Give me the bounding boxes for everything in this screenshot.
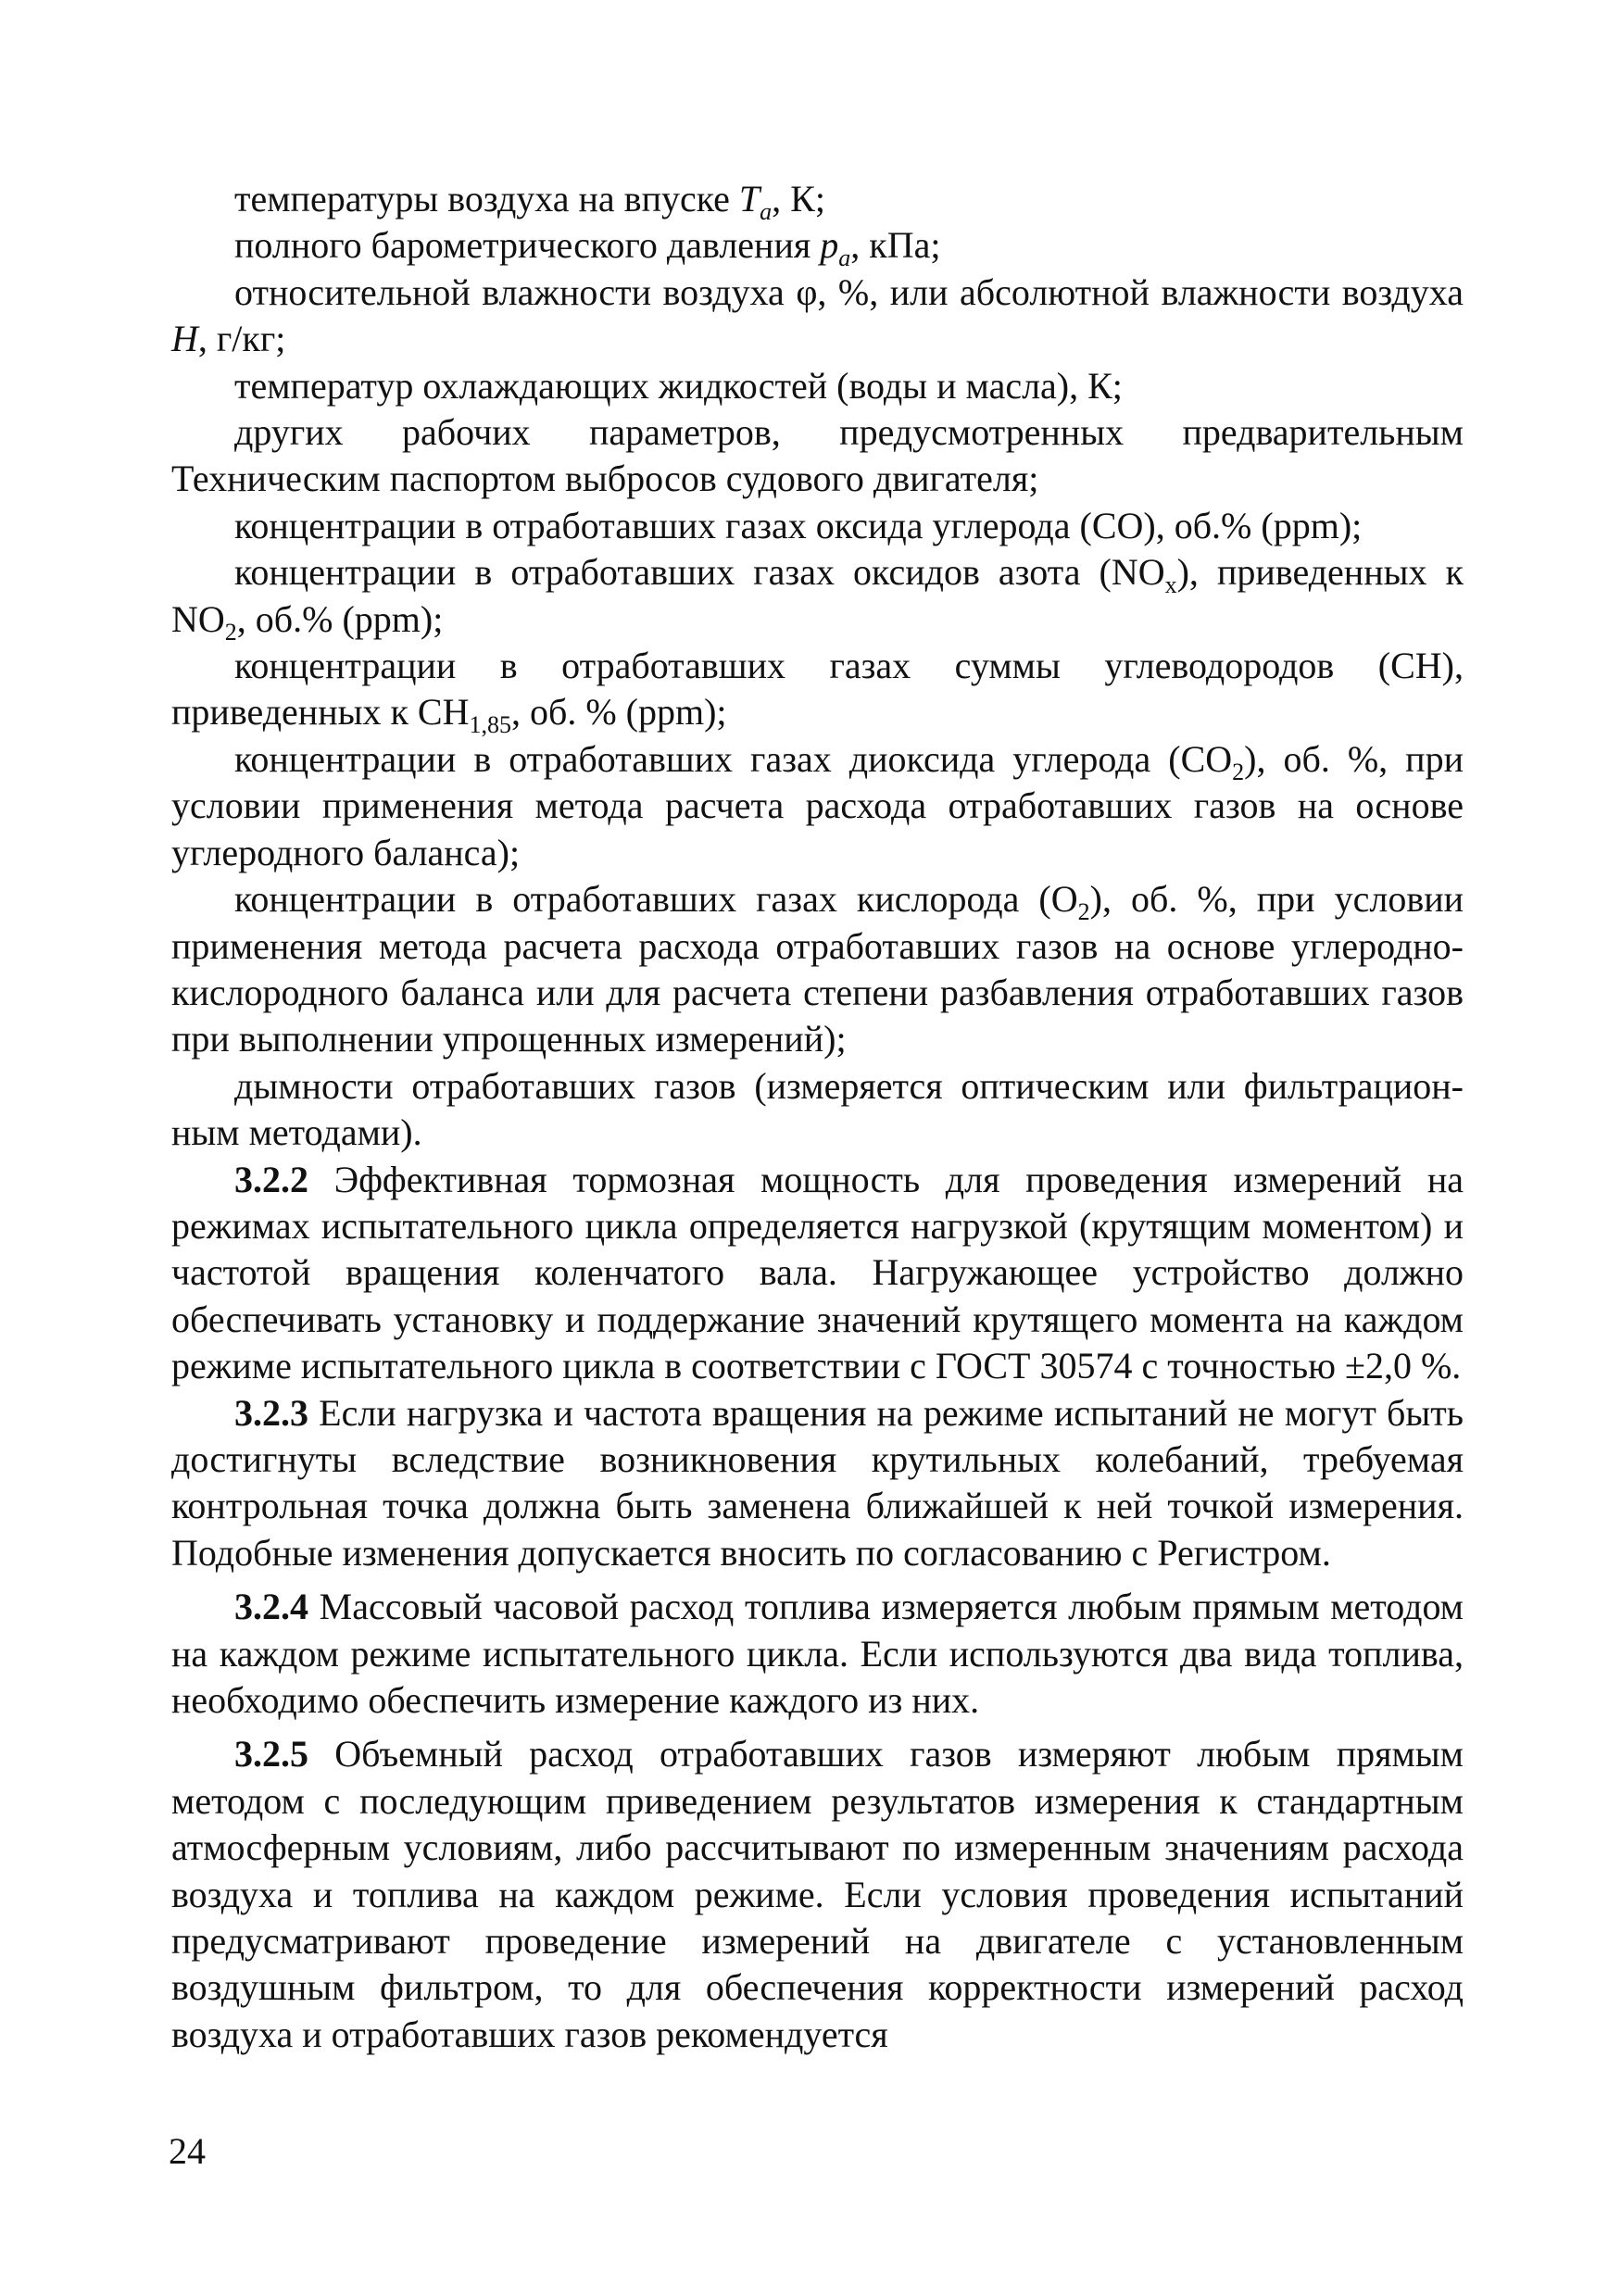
list-item: дымности отработавших газов (измеряется оптическим или фильтрацион-ным методами). xyxy=(171,1064,1464,1154)
list-item: концентрации в отработавших газах диоксида углерода $(CO_2)$, об. %, при условии применения метода расчета расхода отработавших газов на основе углеродного баланса); xyxy=(171,737,1464,873)
list-item: температур охлаждающих жидкостей (воды и масла), К; xyxy=(234,364,1123,407)
section-number: 3.2.3 xyxy=(234,1391,308,1434)
list-item: концентрации в отработавших газах суммы углеводородов (CH), приведенных к $CH_{1,85}$, об. % (ppm); xyxy=(171,645,1464,739)
page-number: 24 xyxy=(169,2130,206,2172)
section-number: 3.2.5 xyxy=(234,1733,308,1775)
section-number: 3.2.4 xyxy=(234,1586,308,1628)
body-text xyxy=(171,176,1464,2058)
list-item: других рабочих параметров, предусмотренных предварительным Техническим паспортом выбросов судового двигателя; xyxy=(171,411,1464,500)
section-paragraph: 3.2.5 Объемный расход отработавших газов измеряют любым прямым методом с последующим приведением результатов измерения к стандартным атмосферным условиям, либо рассчитывают по измеренным значениям расхода воздуха и топлива на каждом режиме. Если условия проведения испытаний предусматривают проведение измерений на двигателе с установленным воздушным фильтром, то для обеспечения корректности измерений расход воздуха и отработавших газов рекомендуется xyxy=(171,1733,1464,2055)
list-item: относительной влажности воздуха φ, %, или абсолютной влажности воздуха H, г/кг; xyxy=(171,270,1464,360)
section-number: 3.2.2 xyxy=(234,1158,308,1200)
list-item: концентрации в отработавших газах кислорода $(O_2)$, об. %, при условии применения метода расчета расхода отработавших газов на основе углеродно-кислородного баланса или для расчета степени разбавления отработавших газов при выполнении упрощенных измерений); xyxy=(171,878,1464,1060)
list-item: концентрации в отработавших газах оксида углерода (CO), об.% (ppm); xyxy=(234,504,1363,546)
list-item: температуры воздуха на впуске $T_a$, К; xyxy=(234,178,825,225)
section-paragraph: 3.2.3 Если нагрузка и частота вращения на режиме испытаний не могут быть достигнуты вследствие возникновения крутильных колебаний, требуемая контрольная точка должна быть заменена ближайшей к ней точкой измерения. Подобные изменения допускается вносить по согласованию с Регистром. xyxy=(171,1391,1464,1574)
list-item: полного барометрического давления $p_a$, кПа; xyxy=(234,224,941,272)
list-item: концентрации в отработавших газах оксидов азота $(NO_x)$, приведенных к $NO_2$, об.% (ppm); xyxy=(171,551,1464,646)
section-paragraph: 3.2.4 Массовый часовой расход топлива измеряется любым прямым методом на каждом режиме испытательного цикла. Если используются два вида топлива, необходимо обеспечить измерение каждого из них. xyxy=(171,1586,1464,1721)
section-paragraph: 3.2.2 Эффективная тормозная мощность для проведения измерений на режимах испытательного цикла определяется нагрузкой (крутящим моментом) и частотой вращения коленчатого вала. Нагружающее устройство должно обеспечивать установку и поддержание значений крутящего момента на каждом режиме испытательного цикла в соответствии с ГОСТ 30574 с точностью ±2,0 %. xyxy=(171,1158,1464,1387)
